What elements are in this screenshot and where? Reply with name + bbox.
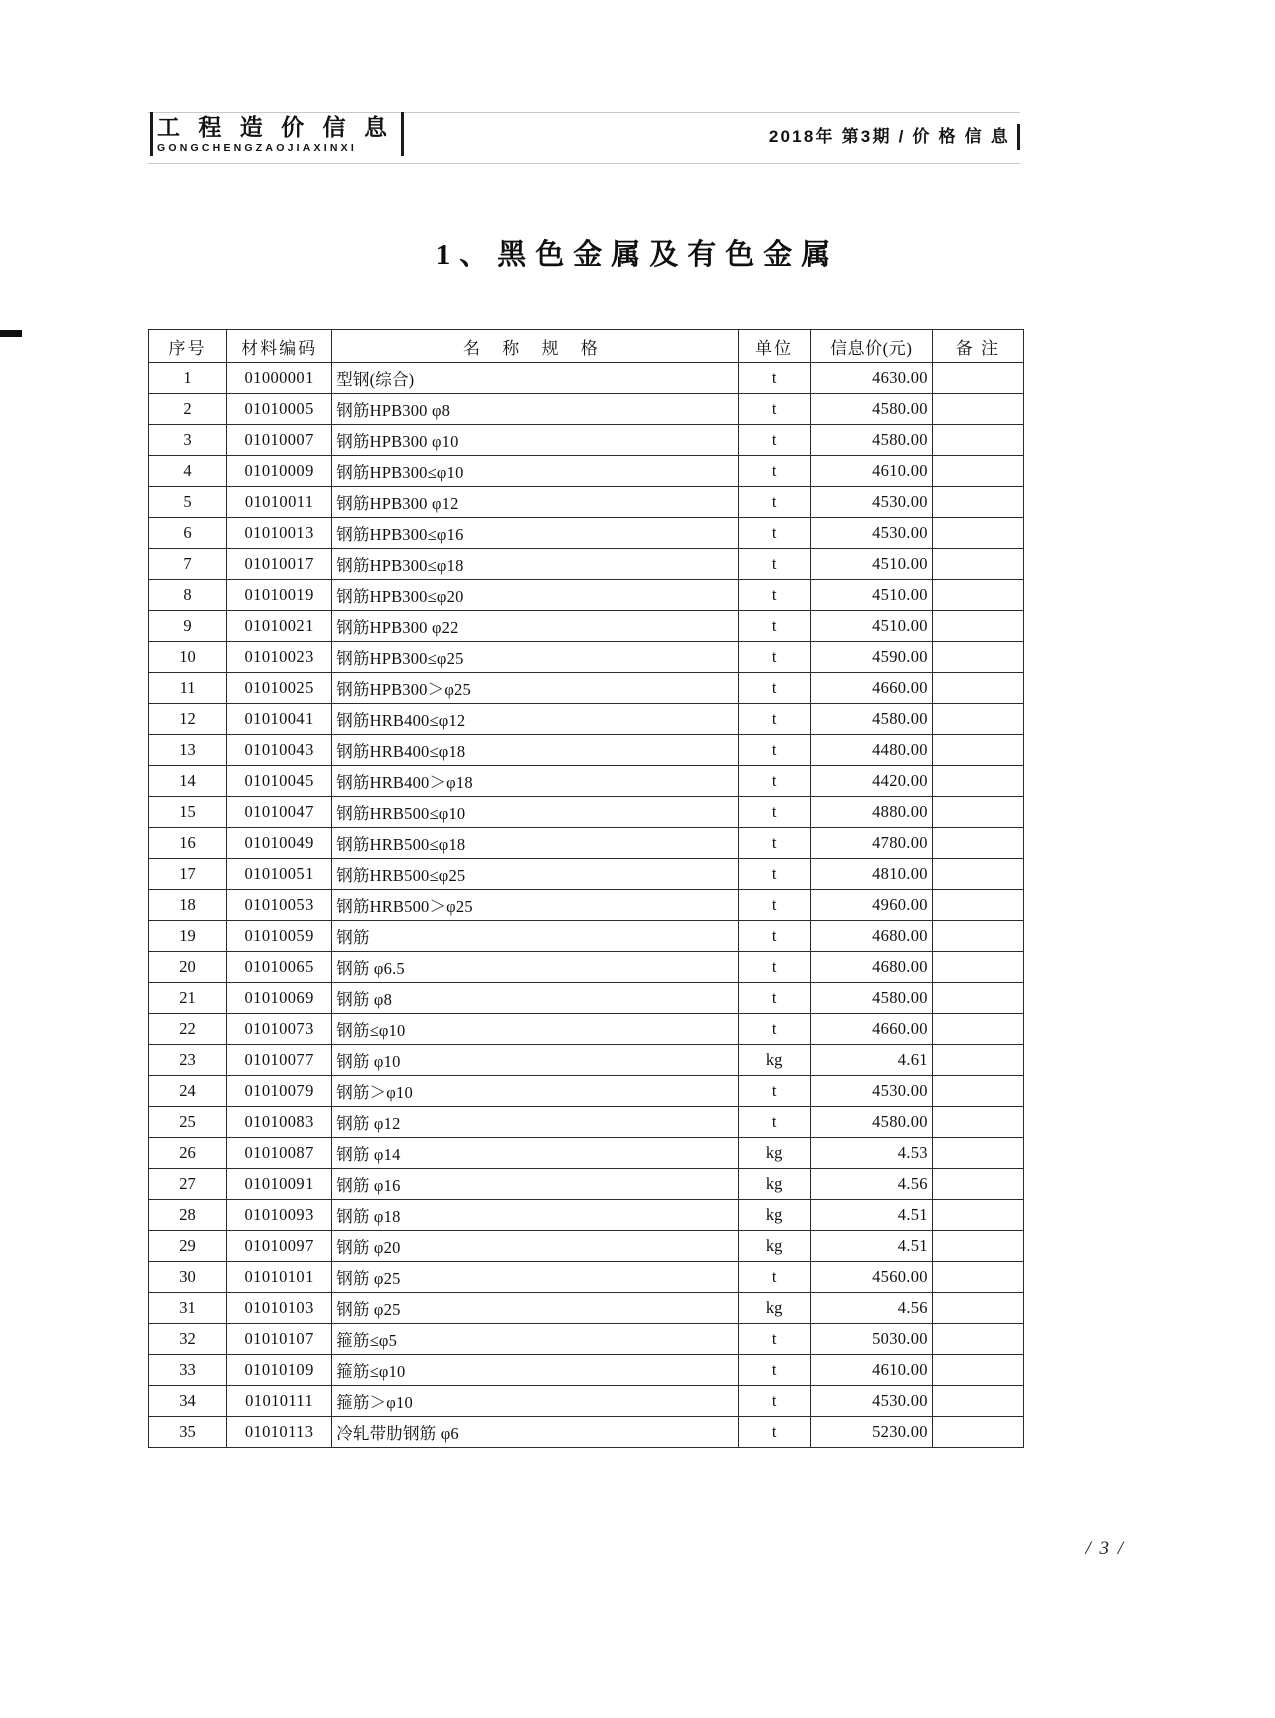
table-row: [149, 580, 1024, 611]
cell-unit: kg: [738, 1169, 810, 1200]
cell-price: 4560.00: [810, 1262, 932, 1293]
cell-unit: kg: [738, 1045, 810, 1076]
cell-material-code: 01010101: [227, 1262, 332, 1293]
cell-material-code: 01010109: [227, 1355, 332, 1386]
cell-name-spec: 钢筋HPB300 φ12: [332, 487, 738, 518]
cell-note: [932, 1107, 1023, 1138]
cell-material-code: 01010043: [227, 735, 332, 766]
cell-price: 4580.00: [810, 1107, 932, 1138]
table-row: [149, 1293, 1024, 1324]
cell-index: 22: [149, 1014, 227, 1045]
cell-price: 4660.00: [810, 673, 932, 704]
cell-index: 30: [149, 1262, 227, 1293]
table-row: [149, 425, 1024, 456]
cell-unit: kg: [738, 1138, 810, 1169]
table-row: [149, 1076, 1024, 1107]
price-table-header: [149, 330, 1024, 363]
table-row: [149, 1169, 1024, 1200]
cell-note: [932, 828, 1023, 859]
cell-name-spec: 钢筋 φ14: [332, 1138, 738, 1169]
cell-price: 4590.00: [810, 642, 932, 673]
cell-note: [932, 952, 1023, 983]
cell-index: 21: [149, 983, 227, 1014]
cell-material-code: 01010021: [227, 611, 332, 642]
cell-unit: t: [738, 735, 810, 766]
cell-note: [932, 735, 1023, 766]
price-table-container: [148, 329, 1024, 1448]
cell-unit: t: [738, 1355, 810, 1386]
table-row: [149, 983, 1024, 1014]
cell-unit: t: [738, 363, 810, 394]
cell-price: 4.56: [810, 1169, 932, 1200]
cell-unit: t: [738, 921, 810, 952]
cell-index: 6: [149, 518, 227, 549]
cell-material-code: 01010023: [227, 642, 332, 673]
cell-index: 15: [149, 797, 227, 828]
cell-unit: t: [738, 549, 810, 580]
cell-index: 3: [149, 425, 227, 456]
cell-unit: t: [738, 611, 810, 642]
cell-material-code: 01010079: [227, 1076, 332, 1107]
table-row: [149, 1324, 1024, 1355]
cell-name-spec: 钢筋HPB300≤φ25: [332, 642, 738, 673]
cell-price: 4610.00: [810, 456, 932, 487]
cell-note: [932, 1293, 1023, 1324]
cell-index: 2: [149, 394, 227, 425]
cell-unit: kg: [738, 1231, 810, 1262]
cell-price: 4530.00: [810, 1076, 932, 1107]
cell-name-spec: 钢筋HPB300＞φ25: [332, 673, 738, 704]
cell-unit: t: [738, 797, 810, 828]
cell-note: [932, 1045, 1023, 1076]
page-title: 1、黑色金属及有色金属: [435, 239, 840, 271]
cell-index: 33: [149, 1355, 227, 1386]
cell-index: 24: [149, 1076, 227, 1107]
cell-price: 4.51: [810, 1231, 932, 1262]
column-header-name-spec: 名 称 规 格: [332, 330, 738, 363]
cell-price: 4780.00: [810, 828, 932, 859]
cell-name-spec: 钢筋 φ12: [332, 1107, 738, 1138]
cell-index: 25: [149, 1107, 227, 1138]
cell-price: 4580.00: [810, 704, 932, 735]
cell-index: 16: [149, 828, 227, 859]
cell-material-code: 01010091: [227, 1169, 332, 1200]
cell-name-spec: 钢筋HPB300≤φ10: [332, 456, 738, 487]
table-row: [149, 859, 1024, 890]
cell-note: [932, 859, 1023, 890]
cell-index: 18: [149, 890, 227, 921]
table-row: [149, 456, 1024, 487]
cell-index: 12: [149, 704, 227, 735]
cell-note: [932, 1014, 1023, 1045]
cell-note: [932, 549, 1023, 580]
cell-unit: t: [738, 580, 810, 611]
cell-note: [932, 394, 1023, 425]
cell-index: 32: [149, 1324, 227, 1355]
cell-material-code: 01010069: [227, 983, 332, 1014]
cell-price: 4.53: [810, 1138, 932, 1169]
cell-price: 4680.00: [810, 952, 932, 983]
cell-note: [932, 1076, 1023, 1107]
cell-name-spec: 钢筋≤φ10: [332, 1014, 738, 1045]
cell-note: [932, 983, 1023, 1014]
cell-name-spec: 钢筋HPB300 φ8: [332, 394, 738, 425]
cell-unit: t: [738, 487, 810, 518]
cell-material-code: 01010053: [227, 890, 332, 921]
cell-name-spec: 箍筋≤φ5: [332, 1324, 738, 1355]
cell-price: 4.56: [810, 1293, 932, 1324]
cell-material-code: 01010009: [227, 456, 332, 487]
cell-name-spec: 钢筋 φ16: [332, 1169, 738, 1200]
cell-index: 27: [149, 1169, 227, 1200]
cell-note: [932, 518, 1023, 549]
cell-price: 4580.00: [810, 425, 932, 456]
cell-index: 8: [149, 580, 227, 611]
cell-note: [932, 1262, 1023, 1293]
cell-price: 4960.00: [810, 890, 932, 921]
cell-index: 10: [149, 642, 227, 673]
cell-note: [932, 1386, 1023, 1417]
cell-unit: t: [738, 1324, 810, 1355]
table-row: [149, 642, 1024, 673]
cell-material-code: 01010017: [227, 549, 332, 580]
cell-note: [932, 425, 1023, 456]
cell-name-spec: 钢筋HPB300≤φ18: [332, 549, 738, 580]
cell-material-code: 01010103: [227, 1293, 332, 1324]
table-row: [149, 1138, 1024, 1169]
cell-index: 7: [149, 549, 227, 580]
table-row: [149, 1355, 1024, 1386]
page-header: [148, 112, 1020, 164]
page-edge-mark: [0, 330, 22, 337]
cell-note: [932, 1169, 1023, 1200]
cell-index: 28: [149, 1200, 227, 1231]
cell-note: [932, 1231, 1023, 1262]
cell-note: [932, 580, 1023, 611]
cell-index: 14: [149, 766, 227, 797]
cell-name-spec: 钢筋 φ8: [332, 983, 738, 1014]
cell-material-code: 01010051: [227, 859, 332, 890]
cell-material-code: 01010059: [227, 921, 332, 952]
cell-price: 4.51: [810, 1200, 932, 1231]
cell-note: [932, 797, 1023, 828]
cell-index: 31: [149, 1293, 227, 1324]
cell-unit: t: [738, 1386, 810, 1417]
cell-unit: kg: [738, 1293, 810, 1324]
cell-note: [932, 673, 1023, 704]
cell-price: 4630.00: [810, 363, 932, 394]
cell-material-code: 01010019: [227, 580, 332, 611]
cell-name-spec: 钢筋HRB400＞φ18: [332, 766, 738, 797]
cell-material-code: 01010041: [227, 704, 332, 735]
table-row: [149, 1262, 1024, 1293]
cell-index: 1: [149, 363, 227, 394]
cell-price: 4580.00: [810, 394, 932, 425]
cell-note: [932, 921, 1023, 952]
table-row: [149, 1417, 1024, 1448]
publication-brand: [150, 112, 404, 156]
cell-note: [932, 1200, 1023, 1231]
cell-unit: t: [738, 890, 810, 921]
cell-note: [932, 363, 1023, 394]
table-row: [149, 487, 1024, 518]
header-rule-bottom: [148, 163, 1020, 164]
cell-price: 4660.00: [810, 1014, 932, 1045]
cell-unit: t: [738, 704, 810, 735]
cell-material-code: 01000001: [227, 363, 332, 394]
cell-material-code: 01010025: [227, 673, 332, 704]
table-row: [149, 1386, 1024, 1417]
table-row: [149, 952, 1024, 983]
cell-index: 5: [149, 487, 227, 518]
cell-index: 23: [149, 1045, 227, 1076]
table-row: [149, 673, 1024, 704]
cell-index: 11: [149, 673, 227, 704]
cell-unit: t: [738, 425, 810, 456]
cell-unit: t: [738, 673, 810, 704]
cell-price: 5030.00: [810, 1324, 932, 1355]
table-row: [149, 1107, 1024, 1138]
cell-material-code: 01010049: [227, 828, 332, 859]
table-row: [149, 518, 1024, 549]
cell-name-spec: 箍筋＞φ10: [332, 1386, 738, 1417]
cell-price: 4810.00: [810, 859, 932, 890]
table-row: [149, 549, 1024, 580]
column-header-code: 材料编码: [227, 330, 332, 363]
cell-material-code: 01010083: [227, 1107, 332, 1138]
cell-material-code: 01010011: [227, 487, 332, 518]
table-row: [149, 704, 1024, 735]
table-row: [149, 1231, 1024, 1262]
cell-price: 4680.00: [810, 921, 932, 952]
table-row: [149, 363, 1024, 394]
cell-index: 17: [149, 859, 227, 890]
table-row: [149, 828, 1024, 859]
cell-price: 4480.00: [810, 735, 932, 766]
table-row: [149, 921, 1024, 952]
cell-material-code: 01010005: [227, 394, 332, 425]
cell-unit: t: [738, 1076, 810, 1107]
cell-price: 4610.00: [810, 1355, 932, 1386]
cell-unit: t: [738, 859, 810, 890]
cell-name-spec: 箍筋≤φ10: [332, 1355, 738, 1386]
page-number: / 3 /: [1085, 1538, 1125, 1559]
cell-unit: t: [738, 952, 810, 983]
cell-name-spec: 钢筋HPB300≤φ16: [332, 518, 738, 549]
column-header-note: 备 注: [932, 330, 1023, 363]
cell-unit: t: [738, 642, 810, 673]
column-header-unit: 单位: [738, 330, 810, 363]
cell-name-spec: 钢筋 φ18: [332, 1200, 738, 1231]
cell-material-code: 01010013: [227, 518, 332, 549]
table-row: [149, 394, 1024, 425]
cell-note: [932, 1324, 1023, 1355]
table-row: [149, 766, 1024, 797]
cell-unit: t: [738, 456, 810, 487]
cell-price: 4530.00: [810, 518, 932, 549]
cell-note: [932, 1417, 1023, 1448]
cell-price: 4530.00: [810, 487, 932, 518]
cell-price: 4510.00: [810, 611, 932, 642]
cell-index: 19: [149, 921, 227, 952]
cell-material-code: 01010073: [227, 1014, 332, 1045]
cell-material-code: 01010045: [227, 766, 332, 797]
cell-index: 29: [149, 1231, 227, 1262]
cell-material-code: 01010047: [227, 797, 332, 828]
cell-note: [932, 766, 1023, 797]
cell-name-spec: 钢筋HPB300 φ10: [332, 425, 738, 456]
cell-material-code: 01010077: [227, 1045, 332, 1076]
cell-price: 5230.00: [810, 1417, 932, 1448]
cell-index: 9: [149, 611, 227, 642]
price-table-body: [149, 363, 1024, 1448]
cell-unit: t: [738, 828, 810, 859]
cell-name-spec: 钢筋 φ25: [332, 1293, 738, 1324]
cell-material-code: 01010107: [227, 1324, 332, 1355]
price-table: [148, 329, 1024, 1448]
cell-name-spec: 钢筋HRB500≤φ10: [332, 797, 738, 828]
cell-unit: t: [738, 983, 810, 1014]
cell-material-code: 01010087: [227, 1138, 332, 1169]
cell-price: 4510.00: [810, 549, 932, 580]
cell-note: [932, 487, 1023, 518]
cell-unit: t: [738, 518, 810, 549]
cell-name-spec: 钢筋 φ25: [332, 1262, 738, 1293]
column-header-price: 信息价(元): [810, 330, 932, 363]
table-row: [149, 890, 1024, 921]
brand-title-cn: 工 程 造 价 信 息: [157, 114, 393, 140]
cell-price: 4880.00: [810, 797, 932, 828]
cell-name-spec: 型钢(综合): [332, 363, 738, 394]
cell-unit: t: [738, 766, 810, 797]
column-header-index: 序号: [149, 330, 227, 363]
cell-name-spec: 钢筋 φ10: [332, 1045, 738, 1076]
cell-note: [932, 890, 1023, 921]
issue-label: 2018年 第3期 / 价 格 信 息: [769, 124, 1020, 150]
cell-note: [932, 642, 1023, 673]
table-row: [149, 1045, 1024, 1076]
cell-price: 4580.00: [810, 983, 932, 1014]
brand-title-pinyin: GONGCHENGZAOJIAXINXI: [157, 142, 357, 154]
cell-note: [932, 456, 1023, 487]
cell-material-code: 01010111: [227, 1386, 332, 1417]
cell-name-spec: 冷轧带肋钢筋 φ6: [332, 1417, 738, 1448]
cell-material-code: 01010065: [227, 952, 332, 983]
cell-name-spec: 钢筋 φ6.5: [332, 952, 738, 983]
cell-material-code: 01010093: [227, 1200, 332, 1231]
cell-unit: kg: [738, 1200, 810, 1231]
cell-unit: t: [738, 1262, 810, 1293]
cell-name-spec: 钢筋HRB500≤φ18: [332, 828, 738, 859]
cell-name-spec: 钢筋 φ20: [332, 1231, 738, 1262]
table-row: [149, 1200, 1024, 1231]
cell-index: 4: [149, 456, 227, 487]
cell-price: 4510.00: [810, 580, 932, 611]
cell-price: 4.61: [810, 1045, 932, 1076]
cell-material-code: 01010007: [227, 425, 332, 456]
cell-unit: t: [738, 1417, 810, 1448]
cell-index: 20: [149, 952, 227, 983]
cell-unit: t: [738, 394, 810, 425]
cell-name-spec: 钢筋: [332, 921, 738, 952]
table-row: [149, 611, 1024, 642]
cell-note: [932, 704, 1023, 735]
cell-index: 35: [149, 1417, 227, 1448]
cell-name-spec: 钢筋HRB400≤φ12: [332, 704, 738, 735]
table-row: [149, 735, 1024, 766]
table-row: [149, 797, 1024, 828]
cell-index: 34: [149, 1386, 227, 1417]
cell-name-spec: 钢筋HPB300≤φ20: [332, 580, 738, 611]
cell-name-spec: 钢筋HRB500＞φ25: [332, 890, 738, 921]
cell-note: [932, 1138, 1023, 1169]
cell-index: 13: [149, 735, 227, 766]
cell-note: [932, 611, 1023, 642]
cell-note: [932, 1355, 1023, 1386]
table-row: [149, 1014, 1024, 1045]
cell-material-code: 01010097: [227, 1231, 332, 1262]
cell-unit: t: [738, 1014, 810, 1045]
cell-material-code: 01010113: [227, 1417, 332, 1448]
table-header-row: [149, 330, 1024, 363]
cell-index: 26: [149, 1138, 227, 1169]
cell-price: 4420.00: [810, 766, 932, 797]
cell-name-spec: 钢筋HRB400≤φ18: [332, 735, 738, 766]
cell-price: 4530.00: [810, 1386, 932, 1417]
cell-unit: t: [738, 1107, 810, 1138]
cell-name-spec: 钢筋HRB500≤φ25: [332, 859, 738, 890]
cell-name-spec: 钢筋HPB300 φ22: [332, 611, 738, 642]
cell-name-spec: 钢筋＞φ10: [332, 1076, 738, 1107]
